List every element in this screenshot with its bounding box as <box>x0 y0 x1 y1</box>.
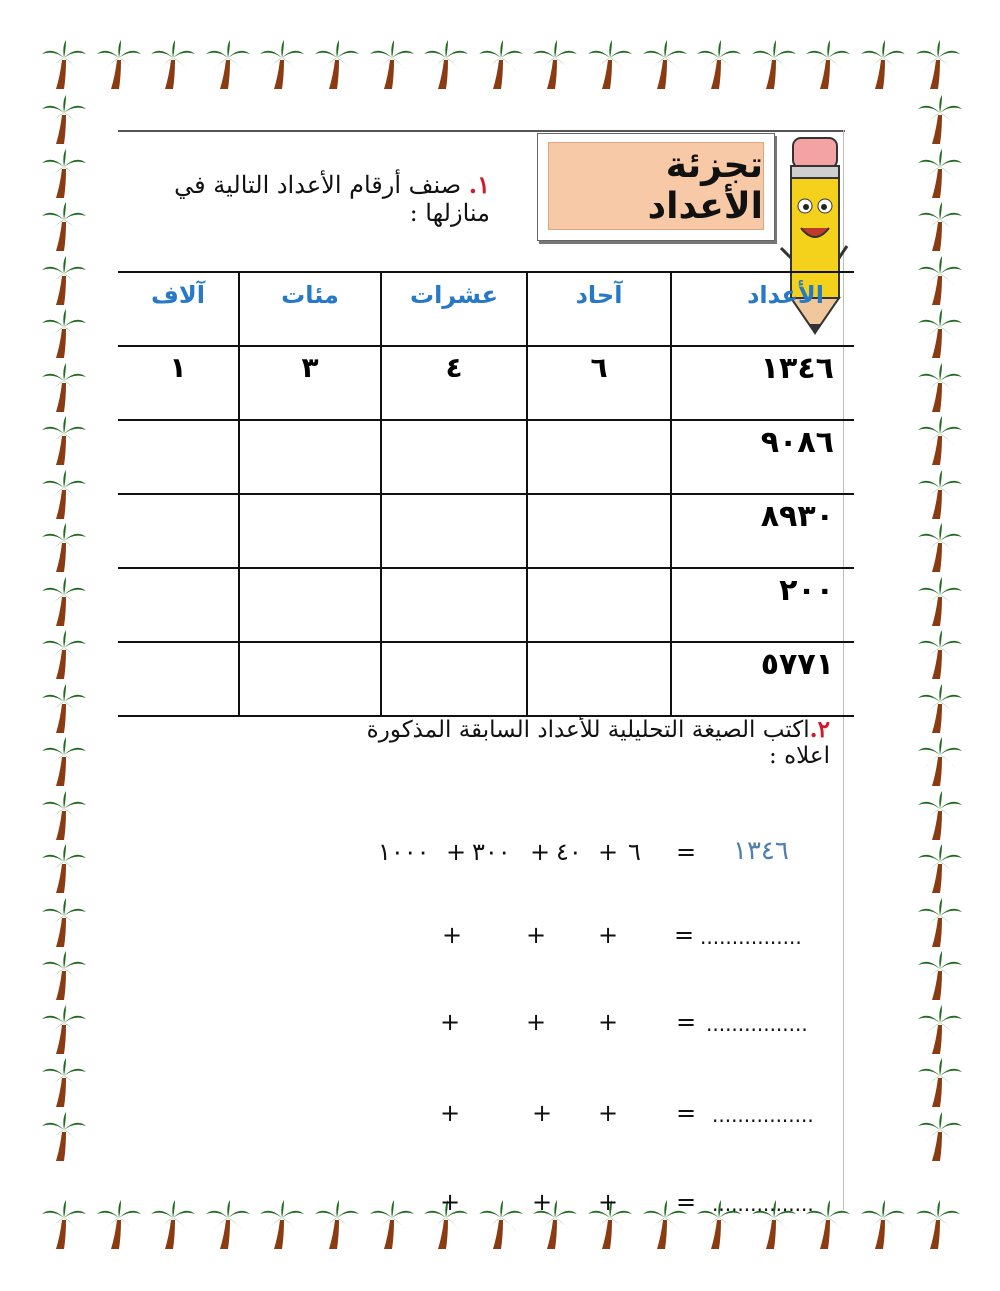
palm-tree-icon <box>588 40 632 90</box>
row-number: ٥٧٧١ <box>671 642 854 716</box>
row-number: ٩٠٨٦ <box>671 420 854 494</box>
equals-sign: = <box>676 1099 697 1127</box>
hundreds-cell[interactable] <box>239 568 381 642</box>
palm-tree-icon <box>42 1200 86 1250</box>
palm-tree-icon <box>370 1200 414 1250</box>
palm-tree-icon <box>42 523 86 573</box>
palm-tree-icon <box>42 844 86 894</box>
palm-tree-icon <box>42 577 86 627</box>
ones-cell[interactable] <box>527 494 671 568</box>
palm-tree-icon <box>42 416 86 466</box>
example-plus: + <box>598 838 619 866</box>
palm-tree-icon <box>918 737 962 787</box>
blank-line[interactable]: ................ <box>712 1103 814 1127</box>
equals-sign: = <box>674 921 695 949</box>
ones-cell[interactable] <box>527 420 671 494</box>
palm-tree-icon <box>918 630 962 680</box>
place-value-table <box>118 271 854 717</box>
palm-tree-icon <box>918 1005 962 1055</box>
equals-sign: = <box>676 1188 697 1216</box>
worksheet-title: تجزئة الأعداد <box>548 142 764 230</box>
palm-tree-icon <box>918 898 962 948</box>
palm-tree-icon <box>479 40 523 90</box>
palm-tree-icon <box>42 40 86 90</box>
palm-tree-icon <box>697 40 741 90</box>
tens-cell[interactable] <box>381 568 527 642</box>
header-hundreds: مئات <box>239 272 381 346</box>
palm-tree-icon <box>42 470 86 520</box>
plus-sign: + <box>598 1188 619 1216</box>
equals-sign: = <box>676 1008 697 1036</box>
example-number: ١٣٤٦ <box>733 836 789 866</box>
palm-tree-icon <box>918 1112 962 1162</box>
plus-sign: + <box>598 921 619 949</box>
palm-tree-icon <box>918 149 962 199</box>
question-1-number: ١. <box>468 170 490 199</box>
palm-tree-icon <box>42 95 86 145</box>
tens-cell[interactable]: ٤ <box>381 346 527 420</box>
table-row <box>118 494 854 568</box>
plus-sign: + <box>442 921 463 949</box>
row-number: ١٣٤٦ <box>671 346 854 420</box>
question-2-text: اكتب الصيغة التحليلية للأعداد السابقة المذكورة اعلاه : <box>366 717 830 769</box>
palm-tree-icon <box>151 40 195 90</box>
palm-tree-icon <box>42 630 86 680</box>
blank-line[interactable]: ................ <box>700 925 802 949</box>
palm-tree-icon <box>42 1058 86 1108</box>
palm-tree-icon <box>918 577 962 627</box>
header-tens: عشرات <box>381 272 527 346</box>
palm-tree-icon <box>42 791 86 841</box>
palm-tree-icon <box>315 40 359 90</box>
table-header-row <box>118 272 854 346</box>
palm-tree-icon <box>42 898 86 948</box>
palm-tree-icon <box>918 684 962 734</box>
palm-tree-icon <box>315 1200 359 1250</box>
tens-cell[interactable] <box>381 494 527 568</box>
example-thousands-term: ١٠٠٠ <box>378 838 430 866</box>
palm-tree-icon <box>918 95 962 145</box>
plus-sign: + <box>440 1099 461 1127</box>
plus-sign: + <box>440 1008 461 1036</box>
palm-tree-icon <box>206 40 250 90</box>
palm-tree-icon <box>918 523 962 573</box>
palm-tree-icon <box>918 256 962 306</box>
ones-cell[interactable]: ٦ <box>527 346 671 420</box>
plus-sign: + <box>598 1099 619 1127</box>
hundreds-cell[interactable] <box>239 420 381 494</box>
plus-sign: + <box>598 1008 619 1036</box>
plus-sign: + <box>526 921 547 949</box>
hundreds-cell[interactable] <box>239 642 381 716</box>
thousands-cell[interactable] <box>118 420 239 494</box>
example-hundreds-term: ٣٠٠ <box>472 838 511 866</box>
thousands-cell[interactable] <box>118 642 239 716</box>
palm-tree-icon <box>861 40 905 90</box>
palm-tree-icon <box>918 363 962 413</box>
palm-tree-icon <box>806 40 850 90</box>
palm-tree-icon <box>533 40 577 90</box>
palm-tree-icon <box>370 40 414 90</box>
palm-tree-icon <box>42 951 86 1001</box>
tens-cell[interactable] <box>381 420 527 494</box>
palm-tree-icon <box>42 737 86 787</box>
palm-tree-icon <box>918 791 962 841</box>
question-1-text: صنف أرقام الأعداد التالية في منازلها : <box>174 171 490 227</box>
example-ones-term: ٦ <box>628 838 641 866</box>
palm-tree-icon <box>916 40 960 90</box>
palm-tree-icon <box>260 40 304 90</box>
palm-tree-icon <box>42 256 86 306</box>
palm-tree-icon <box>643 40 687 90</box>
palm-tree-icon <box>424 40 468 90</box>
palm-tree-icon <box>42 1005 86 1055</box>
header-thousands: آلاف <box>118 272 239 346</box>
palm-tree-icon <box>42 202 86 252</box>
tens-cell[interactable] <box>381 642 527 716</box>
page-frame-top <box>118 130 845 132</box>
header-numbers: الأعداد <box>671 272 854 346</box>
thousands-cell[interactable] <box>118 494 239 568</box>
palm-tree-icon <box>918 951 962 1001</box>
palm-tree-icon <box>42 1112 86 1162</box>
table-row <box>118 346 854 420</box>
hundreds-cell[interactable] <box>239 494 381 568</box>
plus-sign: + <box>440 1188 461 1216</box>
blank-line[interactable]: ................ <box>706 1012 808 1036</box>
example-equals: = <box>676 838 697 866</box>
blank-line[interactable]: ................ <box>712 1192 814 1216</box>
palm-tree-icon <box>918 470 962 520</box>
palm-tree-icon <box>918 844 962 894</box>
palm-tree-icon <box>752 40 796 90</box>
hundreds-cell[interactable]: ٣ <box>239 346 381 420</box>
table-row <box>118 642 854 716</box>
table-row <box>118 568 854 642</box>
title-box <box>537 133 775 241</box>
table-row <box>118 420 854 494</box>
question-2 <box>330 716 830 769</box>
palm-tree-icon <box>97 1200 141 1250</box>
palm-tree-icon <box>861 1200 905 1250</box>
plus-sign: + <box>532 1188 553 1216</box>
ones-cell[interactable] <box>527 568 671 642</box>
palm-tree-icon <box>918 416 962 466</box>
palm-tree-icon <box>260 1200 304 1250</box>
palm-tree-icon <box>916 1200 960 1250</box>
palm-tree-icon <box>918 202 962 252</box>
row-number: ٨٩٣٠ <box>671 494 854 568</box>
palm-tree-icon <box>42 363 86 413</box>
header-ones: آحاد <box>527 272 671 346</box>
plus-sign: + <box>526 1008 547 1036</box>
palm-tree-icon <box>479 1200 523 1250</box>
palm-tree-icon <box>42 149 86 199</box>
palm-tree-icon <box>206 1200 250 1250</box>
question-1 <box>140 170 490 227</box>
palm-tree-icon <box>42 309 86 359</box>
palm-tree-icon <box>918 1058 962 1108</box>
thousands-cell[interactable] <box>118 568 239 642</box>
row-number: ٢٠٠ <box>671 568 854 642</box>
palm-tree-icon <box>151 1200 195 1250</box>
palm-tree-icon <box>97 40 141 90</box>
plus-sign: + <box>532 1099 553 1127</box>
example-plus: + <box>530 838 551 866</box>
thousands-cell[interactable]: ١ <box>118 346 239 420</box>
example-plus: + <box>446 838 467 866</box>
example-tens-term: ٤٠ <box>556 838 582 866</box>
palm-tree-icon <box>918 309 962 359</box>
ones-cell[interactable] <box>527 642 671 716</box>
palm-tree-icon <box>42 684 86 734</box>
question-2-number: ٢. <box>809 716 830 743</box>
